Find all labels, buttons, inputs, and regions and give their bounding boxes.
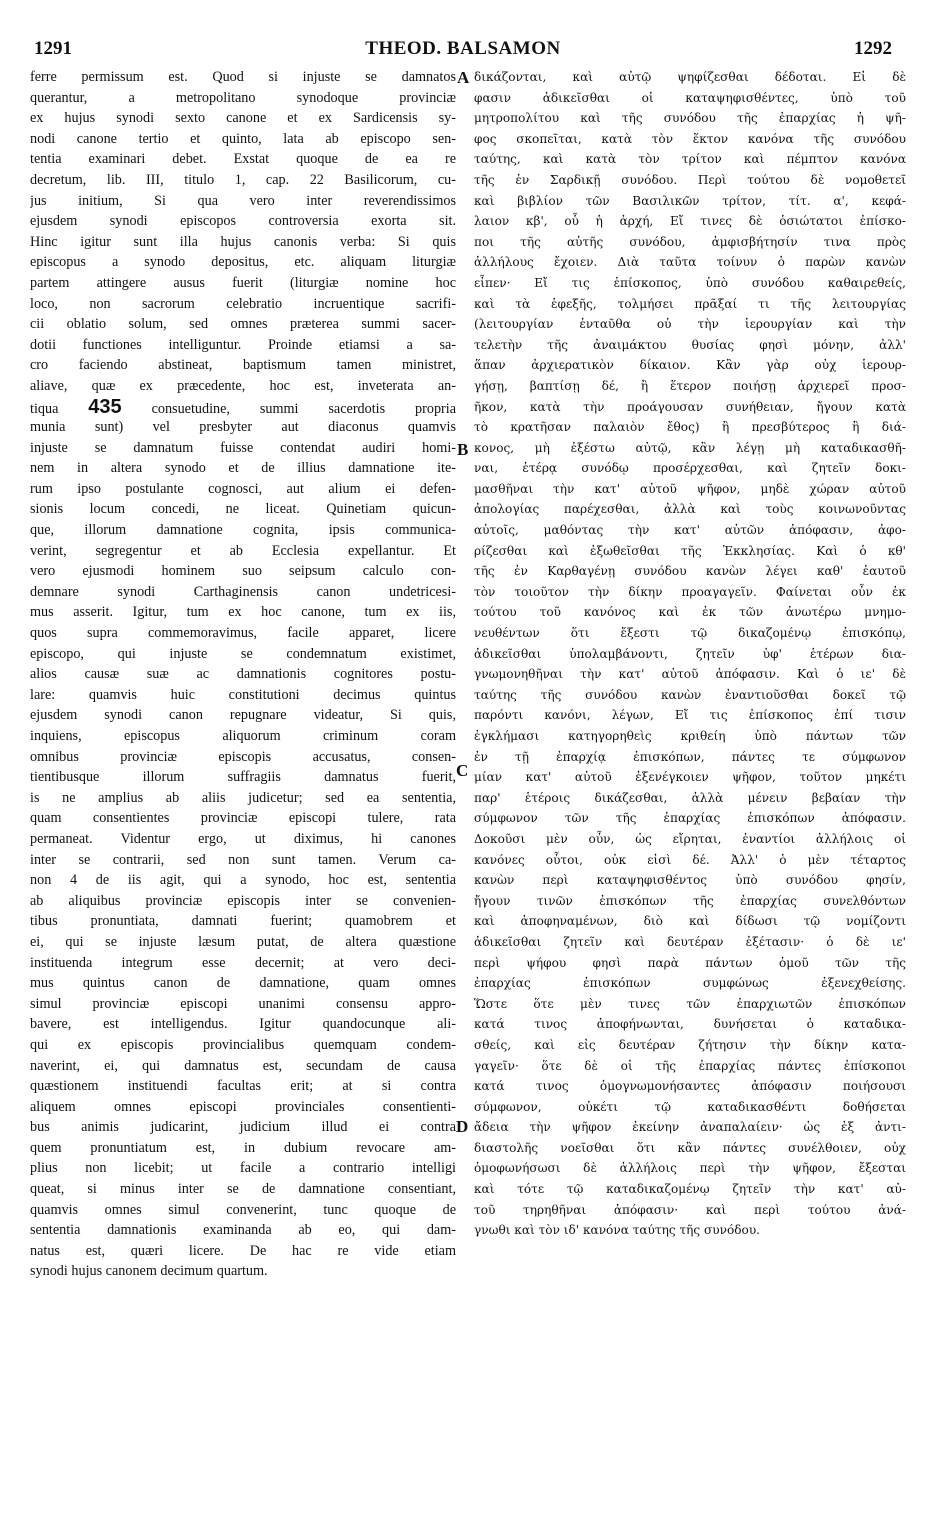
text-line: aliquem omnes episcopi provinciales consentienti- [30,1098,456,1115]
text-line: bavere, est intelligendus. Igitur quandocunque ali- [30,1016,456,1033]
right-page-number: 1292 [854,38,892,59]
text-line: bus animis judicarint, judicium illud ei contra [30,1119,456,1136]
latin-column [30,67,456,1282]
text-line: simul provinciæ episcopi unanimi consensu appro- [30,995,456,1012]
text-line: ἀδικεῖσθαι ζητεῖν καὶ δευτέραν ἐξέτασιν· ὁ δὲ ιε' [474,934,906,949]
text-line: ναι, ἑτέρᾳ συνόδῳ προσέρχεσθαι, καὶ ζητεῖν δοκι- [474,461,906,476]
text-line: quos supra commemoravimus, facile apparet, licere [30,625,456,642]
running-title: THEOD. BALSAMON [365,38,561,59]
text-line: τὸν τοιοῦτον τὴν δίκην προαγαγεῖν. Φαίνεται οὖν ἐκ [474,584,906,599]
text-line: κονος, μὴ ἐξέστω αὐτῷ, κἂν λέγῃ μὴ καταδικασθῆ- [474,440,906,455]
text-line: κατά τινος ἀποφήνωνται, δυνήσεται ὁ καταδικα- [474,1017,906,1032]
text-line: cro faciendo abstineat, baptismum tamen ministret, [30,357,456,374]
text-line: ferre permissum est. Quod si injuste se damnatos [30,69,456,85]
text-line: κανὼν περὶ καταψηφισθέντος ὑπὸ συνόδου φησίν, [474,873,906,888]
text-line: ἀδικεῖσθαι ὑπολαμβάνοντι, ζητεῖν ὑφ' ἑτέρων δια- [474,646,906,661]
greek-column [474,67,906,1241]
text-line: qui ex episcopis provincialibus quemquam condem- [30,1036,456,1053]
text-line: inquiens, episcopus aliquorum criminum coram [30,728,456,744]
text-line: naverint, ei, qui damnatus est, secundam de causa [30,1057,456,1074]
text-line: ἐπαρχίας ἐπισκόπων συμφώνως ἐξενεχθείσης. [474,976,906,991]
text-line: partem attingere ausus fuerit (liturgiæ nomine hoc [30,274,456,291]
text-line: τούτου τοῦ κανόνος καὶ ἐκ τῶν ἀνωτέρω μνημο- [474,605,906,620]
text-line: demnare synodi Carthaginensis canon undetricesi- [30,583,456,600]
text-line: mus quintus canon de damnatione, quam omnes [30,975,456,992]
text-line: rum ipso postulante cognosci, aut alium ei defen- [30,480,456,497]
text-line: sionis locum concedi, ne liceat. Quinetiam quicun- [30,501,456,518]
section-marker-a: A [457,68,470,87]
text-line: Hinc igitur sunt illa hujus canonis verba: Si quis [30,233,456,250]
text-line: λαιον κβ', οὗ ἡ ἀρχή, Εἴ τινες δὲ ὁσιώτατοι ἐπίσκο- [474,214,906,229]
text-line: ἤγουν τινῶν ἐπισκόπων τῆς ἐπαρχίας συνελθόντων [474,893,906,908]
text-line: ejusdem synodi episcopos controversia exorta sit. [30,213,456,230]
text-line: ἀλλήλους ἔχοιεν. Διὰ ταῦτα τοίνυν ὁ παρὼν κανὼν [474,255,906,270]
text-line: καὶ τὰ ἑφεξῆς, τολμήσει πρᾶξαί τι τῆς λειτουργίας [474,296,906,311]
text-line: quæstionem instituendi facultas erit; at si contra [30,1078,456,1095]
text-line: injuste se damnatum fuisse contendat audiri homi- [30,439,456,456]
text-line: γήσῃ, βαπτίσῃ δέ, ἢ ἕτερον ποιήσῃ ἀρχιερεῖ προσ- [474,378,906,393]
text-fragment: consuetudine, summi sacerdotis propria [151,400,456,417]
text-fragment: tiqua [30,400,59,417]
text-line: σύμφωνον τῶν τῆς ἐπαρχίας ἐπισκόπων ἀπόφασιν. [474,811,906,826]
text-line: γαγεῖν· ὅτε δὲ οἱ τῆς ἐπαρχίας πάντες ἐπίσκοποι [474,1058,906,1073]
text-line: tibus pronuntiata, damnati fuerint; quamobrem et [30,913,456,930]
text-line: ἐν τῇ ἐπαρχίᾳ ἐπισκόπων, πάντες τε σύμφωνον [474,749,906,764]
text-line: τὸ κρατῆσαν παλαιὸν ἔθος) ἢ πρεσβύτερος ἢ διά- [474,420,906,435]
running-header [30,38,896,62]
text-line: quam consentientes provinciæ episcopi tulere, rata [30,810,456,827]
text-line: episcopo, qui injuste se condemnatum existimet, [30,645,456,662]
text-line: que, illorum damnatione cognita, ipsis communica- [30,522,456,539]
text-line: decretum, lib. III, titulo 1, cap. 22 Basilicorum, cu- [30,171,456,188]
text-line: Δοκοῦσι μὲν οὖν, ὡς εἴρηται, ἐναντίοι ἀλλήλοις οἱ [474,831,906,846]
text-line: aliave, quæ ex præcedente, hoc est, inveterata an- [30,377,456,394]
text-line: ποι τῆς αὐτῆς συνόδου, ἀμφισβήτησίν τινα πρὸς [474,234,906,249]
text-line: ἐγκλήμασι κατηγορηθεὶς κριθείη ὑπὸ πάντων τῶν [474,729,906,743]
text-line: querantur, a metropolitano synodoque provinciæ [30,89,456,106]
text-line: jus initium, Si qua vero inter reverendissimos [30,192,456,209]
text-line: plius non licebit; ut facile a contrario intelligi [30,1160,456,1177]
text-line: εἶπεν· Εἴ τις ἐπίσκοπος, ὑπὸ συνόδου καθαιρεθείς, [474,275,906,290]
text-line: episcopus a synodo depositus, etc. aliquam liturgiæ [30,254,456,271]
text-line: dotii functiones intelliguntur. Proinde etiamsi a sa- [30,336,456,353]
text-line: ταύτης, καὶ κατὰ τὸν τρίτον καὶ πέμπτον κανόνα [474,152,906,167]
text-line: ταύτης τῆς συνόδου κανὼν ἐναντιοῦσθαι δοκεῖ τῷ [474,687,906,702]
text-line: ῆκον, κατὰ τὴν προάγουσαν συνήθειαν, ἤγουν κατὰ [474,399,906,414]
text-line: ex hujus synodi sexto canone et ex Sardicensis sy- [30,110,456,127]
text-line: ρίζεσθαι καὶ ἐξωθεῖσθαι τῆς Ἐκκλησίας. Καὶ ὁ κθ' [474,543,906,558]
text-line: ἅπαν ἀρχιερατικὸν δίκαιον. Κἂν γὰρ οὐχ ἱερουρ- [474,358,906,373]
margin-column-number: 435 [88,395,122,418]
text-line: παρ' ἑτέροις δικάζεσθαι, ἀλλὰ μένειν βεβαίαν τὴν [474,790,906,805]
text-line: synodi hujus canonem decimum quartum. [30,1263,268,1280]
text-line: φασιν ἀδικεῖσθαι οἱ καταψηφισθέντες, ὑπὸ τοῦ [474,90,906,105]
text-line: (λειτουργίαν ἐνταῦθα οὐ τὴν ἱερουργίαν καὶ τὴν [474,317,906,332]
text-line: ei, qui se injuste læsum putat, de altera quæstione [30,933,456,950]
text-line: omnibus provinciæ episcopis accusatus, consen- [30,748,456,765]
text-line: νευθέντων ὅτι ἔξεστι τῷ δικαζομένῳ ἐπισκόπῳ, [474,626,906,641]
text-line: καὶ τότε τῷ καταδικαζομένῳ ζητεῖν τὴν κατ' αὐ- [474,1182,906,1197]
text-line: tentia examinari debet. Exstat quoque de ea re [30,151,456,168]
text-line: ab aliquibus provinciæ episcopis inter se convenien- [30,892,456,909]
text-line: nodi canone tertio et quinto, lata ab episcopo sen- [30,130,456,147]
text-line: γνωθι καὶ τὸν ιδ' κανόνα ταύτης τῆς συνόδου. [474,1223,761,1238]
text-line: loco, non sacrorum celebratio incruentique sacrifi- [30,295,456,312]
text-line: ejusdem synodi canon repugnare videatur, Si quis, [30,707,456,724]
text-line: ἀπολογίας παρέχεσθαι, ἀλλὰ καὶ τοὺς κοινωνοῦντας [474,502,906,517]
text-line: is ne amplius ab aliis judicetur; sed ea sententia, [30,789,456,806]
text-line: Ὥστε ὅτε μὲν τινες τῶν ἐπαρχιωτῶν ἐπισκόπων [474,996,906,1011]
text-line: διαστολῆς νοεῖσθαι ὅτι κἂν πάντες συνέλθοιεν, οὐχ [474,1140,906,1155]
section-marker-b: B [457,440,469,459]
text-line: μητροπολίτου καὶ τῆς συνόδου τῆς ἐπαρχίας ἡ ψῆ- [474,111,906,126]
text-line [30,397,456,418]
text-line: sententia damnationis examinanda ab eo, qui dam- [30,1222,456,1239]
section-marker-c: C [456,761,469,780]
section-marker-d: D [456,1117,469,1136]
text-line: non 4 de iis agit, qui a synodo, hoc est, sententia [30,872,456,889]
text-line: κατά τινος ὁμογνωμονήσαντες ἀπόφασιν ποιήσουσι [474,1079,906,1094]
text-line: τοῦ τηρηθῆναι ἀπόφασιν· καὶ περὶ τούτου ἀνά- [474,1202,906,1217]
text-line: καὶ ἀποφηναμένων, διὸ καὶ δίδωσι τῷ νομίζοντι [474,914,906,929]
text-line: περὶ ψήφου φησὶ παρὰ πάντων ὁμοῦ τῶν τῆς [474,955,906,970]
text-line: cii oblatio solum, sed omnes præterea summi sacer- [30,316,456,333]
text-line: lare: quamvis huic constitutioni decimus quintus [30,686,456,703]
text-line: nem in altera synodo et de illius damnatione ite- [30,460,456,477]
text-line: γνωμονηθῆναι τὴν κατ' αὐτοῦ ἀπόφασιν. Καὶ ὁ ιε' δὲ [474,667,906,682]
left-page-number: 1291 [34,38,72,59]
text-line: μίαν κατ' αὐτοῦ ἐξενέγκοιεν ψῆφον, τοῦτον μηκέτι [474,770,906,785]
text-line: quem pronuntiatum est, in dubium revocare am- [30,1139,456,1156]
text-line: τῆς ἐν Σαρδικῇ συνόδου. Περὶ τούτου δὲ νομοθετεῖ [474,172,906,187]
text-line: instituenda integrum esse decernit; at vero deci- [30,954,456,971]
text-line: tientibusque illorum suffragiis damnatus fuerit, [30,769,456,786]
text-line: inter se contrarii, sed non sunt tamen. Verum ca- [30,851,456,868]
text-line: φος σκοπεῖται, κατὰ τὸν ἕκτον κανόνα τῆς συνόδου [474,131,906,146]
text-line: vero ejusmodi hominem suo seipsum calculo con- [30,563,456,580]
text-line: δικάζονται, καὶ αὐτῷ ψηφίζεσθαι δέδοται. Εἰ δὲ [474,70,906,84]
text-line: alios causæ suæ ac damnationis cognitores postu- [30,666,456,683]
text-line: μασθῆναι τὴν κατ' αὐτοῦ ψῆφον, μηδὲ χώραν αὐτοῦ [474,481,906,496]
text-line: ὁμοφωνήσωσι δὲ ἀλλήλοις περὶ τὴν ψῆφον, ἔξεσται [474,1161,906,1176]
text-line: σύμφωνον, οὐκέτι τῷ καταδικασθέντι δοθήσεται [474,1099,906,1114]
text-line: αὐτοῖς, μαθόντας τὴν κατ' αὐτῶν ἀπόφασιν, ἀφο- [474,523,906,538]
text-line: quamvis omnes simul convenerint, tunc quoque de [30,1201,456,1218]
text-line: permaneat. Videntur ergo, ut diximus, hi canones [30,830,456,847]
text-line: κανόνες οὗτοι, οὐκ εἰσὶ δέ. Ἀλλ' ὁ μὲν τέταρτος [474,852,906,867]
text-line: verint, segregentur et ab Ecclesia expellantur. Et [30,542,456,559]
text-line: natus est, quæri licere. De hac re vide etiam [30,1242,456,1259]
text-line: queat, si minus inter se de damnatione consentiant, [30,1181,456,1198]
text-line: τῆς ἐν Καρθαγένῃ συνόδου κανὼν λέγει καθ' ἑαυτοῦ [474,564,906,579]
text-line: τελετὴν τῆς ἀναιμάκτου θυσίας φησὶ μόνην, ἀλλ' [474,337,906,352]
text-line: ἄδεια τὴν ψῆφον ἐκείνην ἀναπαλαίειν· ὡς ἐξ ἀντι- [474,1120,906,1135]
text-line: καὶ βιβλίον τῶν Βασιλικῶν τρίτον, τίτ. α', κεφά- [474,193,906,208]
text-line: σθείς, καὶ εἰς δευτέραν ζήτησιν τὴν δίκην κατα- [474,1037,906,1052]
text-line: παρόντι κανόνι, λέγων, Εἴ τις ἐπίσκοπος ἐπί τισιν [474,708,906,723]
text-line: munia sunt) vel presbyter aut diaconus quamvis [30,419,456,436]
text-line: mus asserit. Igitur, tum ex hoc canone, tum ex iis, [30,604,456,621]
